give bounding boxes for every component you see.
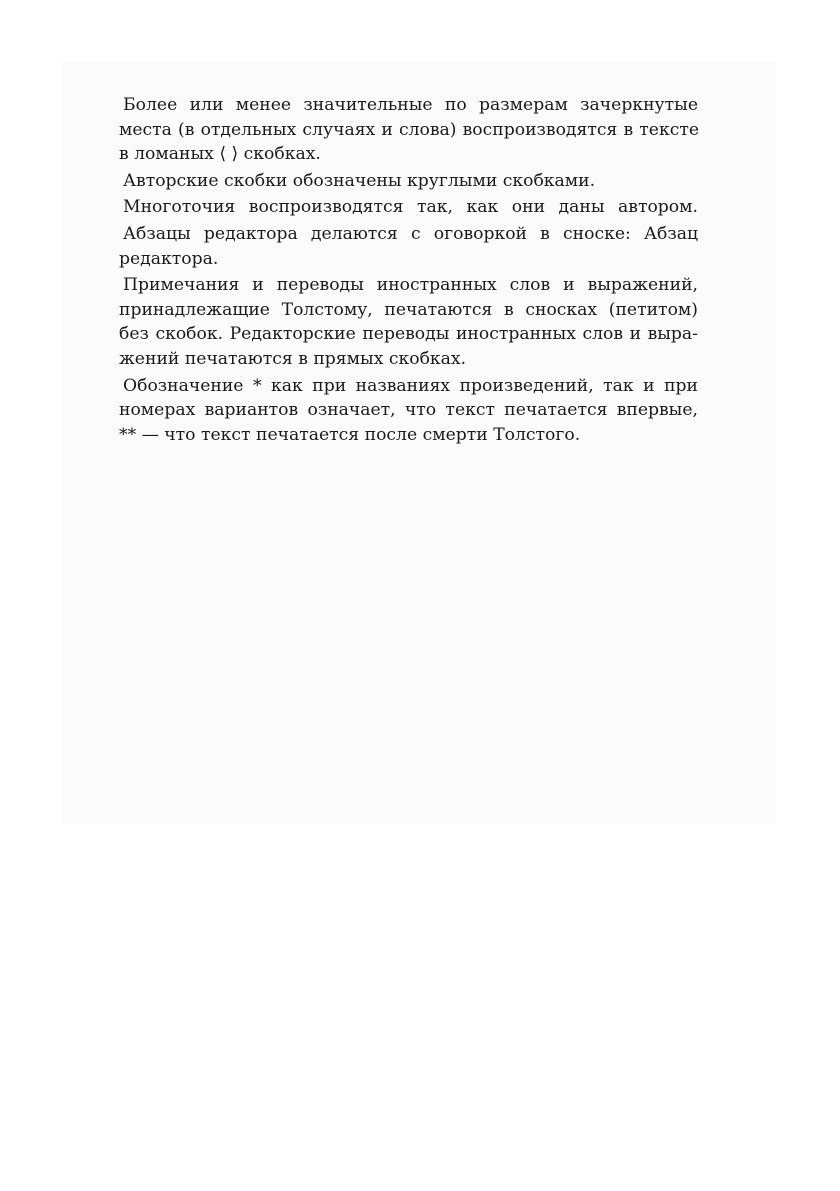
paragraph	[123, 195, 698, 220]
paragraph	[123, 169, 698, 194]
paragraph	[119, 273, 698, 371]
text-line: в ломаных ⟨ ⟩ скобках.	[119, 144, 321, 165]
text-line: Более или менее значительные по размерам зачеркнутые	[123, 95, 698, 115]
text-line: ** — что текст печатается после смерти Толстого.	[119, 424, 581, 445]
text-body	[119, 93, 699, 447]
text-line: Примечания и переводы иностранных слов и выражений,	[123, 275, 698, 296]
text-line: Многоточия воспроизводятся так, как они даны автором.	[123, 197, 698, 218]
text-line: без скобок. Редакторские переводы иностранных слов и выра-	[119, 324, 698, 345]
text-line: места (в отдельных случаях и слова) воспроизводятся в тексте	[119, 119, 699, 140]
paragraph	[119, 374, 698, 448]
text-line: жений печатаются в прямых скобках.	[119, 348, 467, 369]
text-line: Абзацы редактора делаются с оговоркой в сноске: Абзац	[123, 223, 698, 244]
text-line: редактора.	[119, 248, 219, 269]
text-line: Авторские скобки обозначены круглыми скобками.	[123, 170, 596, 191]
text-line: Обозначение * как при названиях произведений, так и при	[123, 375, 698, 396]
text-line: принадлежащие Толстому, печатаются в сносках (петитом)	[119, 299, 698, 320]
paragraph	[119, 93, 699, 167]
text-line: номерах вариантов означает, что текст печатается впервые,	[119, 400, 698, 421]
paragraph	[119, 222, 698, 271]
